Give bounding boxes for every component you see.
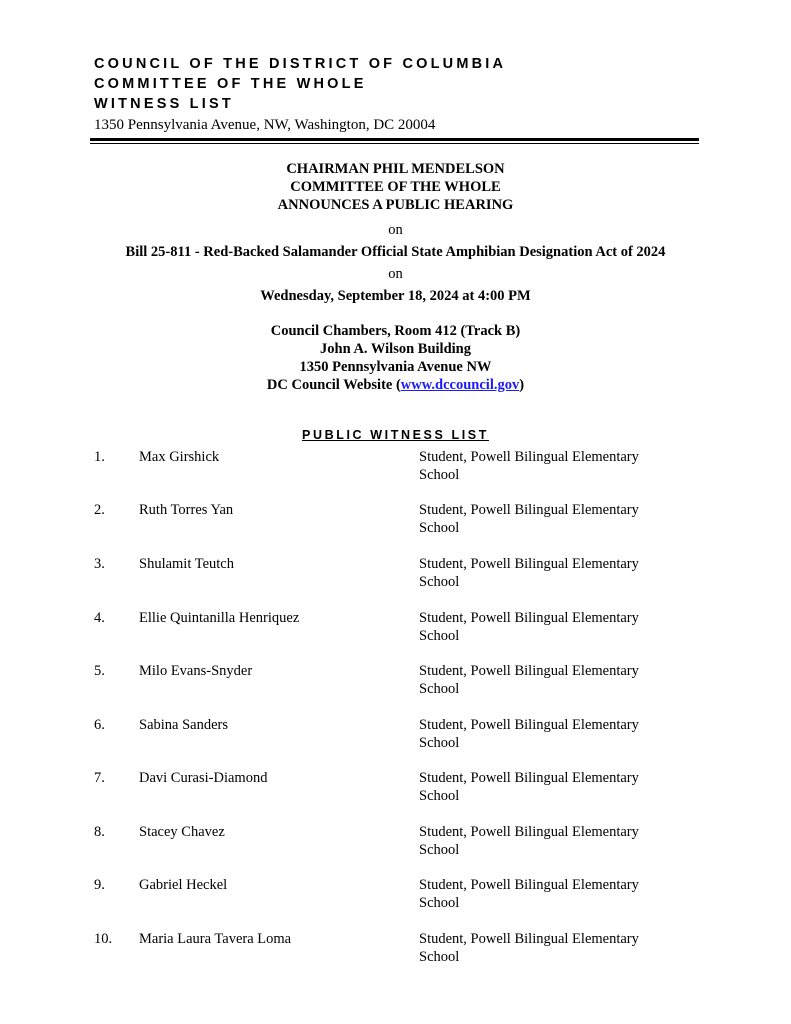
witness-number: 3. <box>94 556 105 572</box>
on-text-1: on <box>388 222 403 238</box>
header-rule-thin <box>90 143 699 144</box>
witness-number: 8. <box>94 824 105 840</box>
website-suffix: ) <box>519 377 525 393</box>
witness-number: 1. <box>94 449 105 465</box>
witness-name: Ellie Quintanilla Henriquez <box>139 610 300 626</box>
hearing-datetime: Wednesday, September 18, 2024 at 4:00 PM <box>260 288 531 304</box>
witness-affiliation: Student, Powell Bilingual Elementary School <box>419 610 639 644</box>
header-rule-thick <box>90 138 699 141</box>
announcement-committee: COMMITTEE OF THE WHOLE <box>290 179 501 195</box>
witness-name: Davi Curasi-Diamond <box>139 770 268 786</box>
witness-name: Milo Evans-Snyder <box>139 663 253 679</box>
announcement-heading <box>0 160 791 214</box>
location-street: 1350 Pennsylvania Avenue NW <box>299 359 492 375</box>
witness-name: Shulamit Teutch <box>139 556 234 572</box>
witness-number: 4. <box>94 610 105 626</box>
on-text-2: on <box>388 266 403 282</box>
witness-name: Maria Laura Tavera Loma <box>139 931 292 947</box>
witness-number: 10. <box>94 931 113 947</box>
witness-affiliation: Student, Powell Bilingual Elementary School <box>419 877 639 911</box>
witness-affiliation: Student, Powell Bilingual Elementary School <box>419 931 639 965</box>
witness-number: 2. <box>94 502 105 518</box>
location-building: John A. Wilson Building <box>320 341 471 357</box>
letterhead-committee: COMMITTEE OF THE WHOLE <box>94 76 367 92</box>
letterhead-document-type: WITNESS LIST <box>94 96 234 112</box>
witness-affiliation: Student, Powell Bilingual Elementary School <box>419 449 639 483</box>
witness-affiliation: Student, Powell Bilingual Elementary School <box>419 663 639 697</box>
witness-name: Gabriel Heckel <box>139 877 228 893</box>
bill-title: Bill 25-811 - Red-Backed Salamander Official State Amphibian Designation Act of 2024 <box>125 244 666 260</box>
letterhead-address: 1350 Pennsylvania Avenue, NW, Washington, DC 20004 <box>94 117 436 133</box>
witness-name: Sabina Sanders <box>139 717 228 733</box>
witness-affiliation: Student, Powell Bilingual Elementary School <box>419 502 639 536</box>
witness-number: 5. <box>94 663 105 679</box>
website-prefix: DC Council Website ( <box>266 377 401 393</box>
announcement-hearing: ANNOUNCES A PUBLIC HEARING <box>277 197 514 213</box>
location-website <box>0 376 791 394</box>
witness-name: Max Girshick <box>139 449 220 465</box>
witness-number: 6. <box>94 717 105 733</box>
witness-name: Ruth Torres Yan <box>139 502 234 518</box>
witness-affiliation: Student, Powell Bilingual Elementary School <box>419 770 639 804</box>
witness-affiliation: Student, Powell Bilingual Elementary School <box>419 717 639 751</box>
location-room: Council Chambers, Room 412 (Track B) <box>270 323 521 339</box>
announcement-chairman: CHAIRMAN PHIL MENDELSON <box>286 161 505 177</box>
website-link[interactable]: www.dccouncil.gov <box>400 377 520 393</box>
location-block <box>0 322 791 394</box>
witness-name: Stacey Chavez <box>139 824 225 840</box>
letterhead-council: COUNCIL OF THE DISTRICT OF COLUMBIA <box>94 56 507 72</box>
public-witness-list-title: PUBLIC WITNESS LIST <box>302 428 489 442</box>
witness-number: 7. <box>94 770 105 786</box>
witness-number: 9. <box>94 877 105 893</box>
witness-affiliation: Student, Powell Bilingual Elementary School <box>419 556 639 590</box>
witness-affiliation: Student, Powell Bilingual Elementary School <box>419 824 639 858</box>
letterhead <box>94 54 506 135</box>
